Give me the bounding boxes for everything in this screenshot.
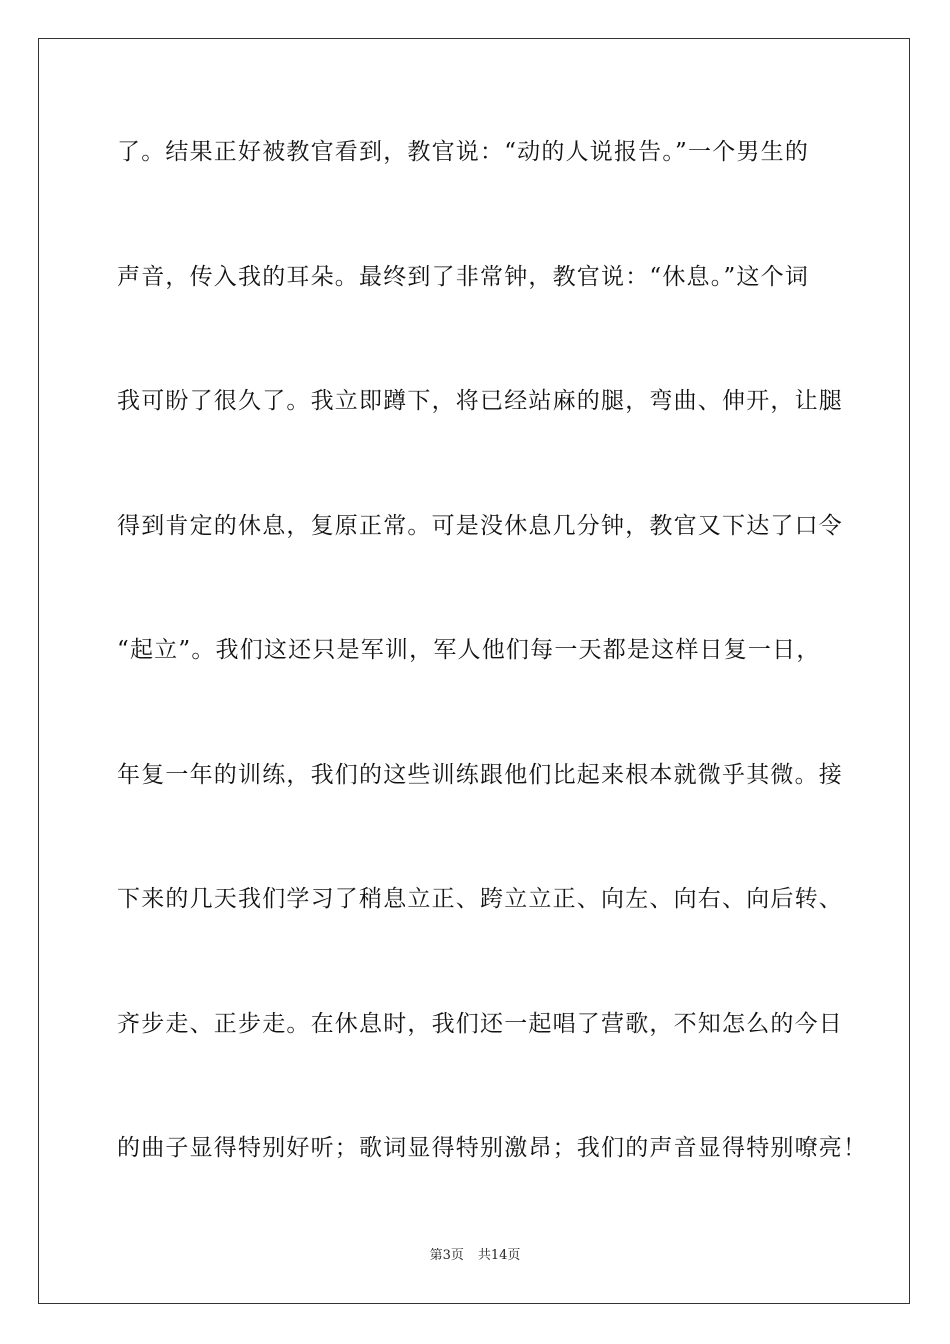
text-line: 下来的几天我们学习了稍息立正、跨立立正、向左、向右、向后转、 xyxy=(117,886,843,912)
text-line: 声音，传入我的耳朵。最终到了非常钟，教官说：“休息。”这个词 xyxy=(117,263,810,290)
page-number: 第3页 xyxy=(429,1248,464,1263)
text-line: 年复一年的训练，我们的这些训练跟他们比起来根本就微乎其微。接 xyxy=(117,761,843,788)
text-line: 的曲子显得特别好听；歌词显得特别激昂；我们的声音显得特别嘹亮！ xyxy=(117,1135,868,1161)
document-body xyxy=(117,128,868,1249)
text-line: 了。结果正好被教官看到，教官说：“动的人说报告。”一个男生的 xyxy=(117,139,810,165)
text-line: 得到肯定的休息，复原正常。可是没休息几分钟，教官又下达了口令 xyxy=(117,512,843,539)
page-total: 共14页 xyxy=(477,1248,521,1263)
text-line: “起立”。我们这还只是军训，军人他们每一天都是这样日复一日， xyxy=(117,637,821,663)
text-line: 齐步走、正步走。在休息时，我们还一起唱了营歌，不知怎么的今日 xyxy=(117,1010,843,1037)
text-line: 我可盼了很久了。我立即蹲下，将已经站麻的腿，弯曲、伸开，让腿 xyxy=(117,388,843,414)
page-footer xyxy=(0,1244,950,1263)
